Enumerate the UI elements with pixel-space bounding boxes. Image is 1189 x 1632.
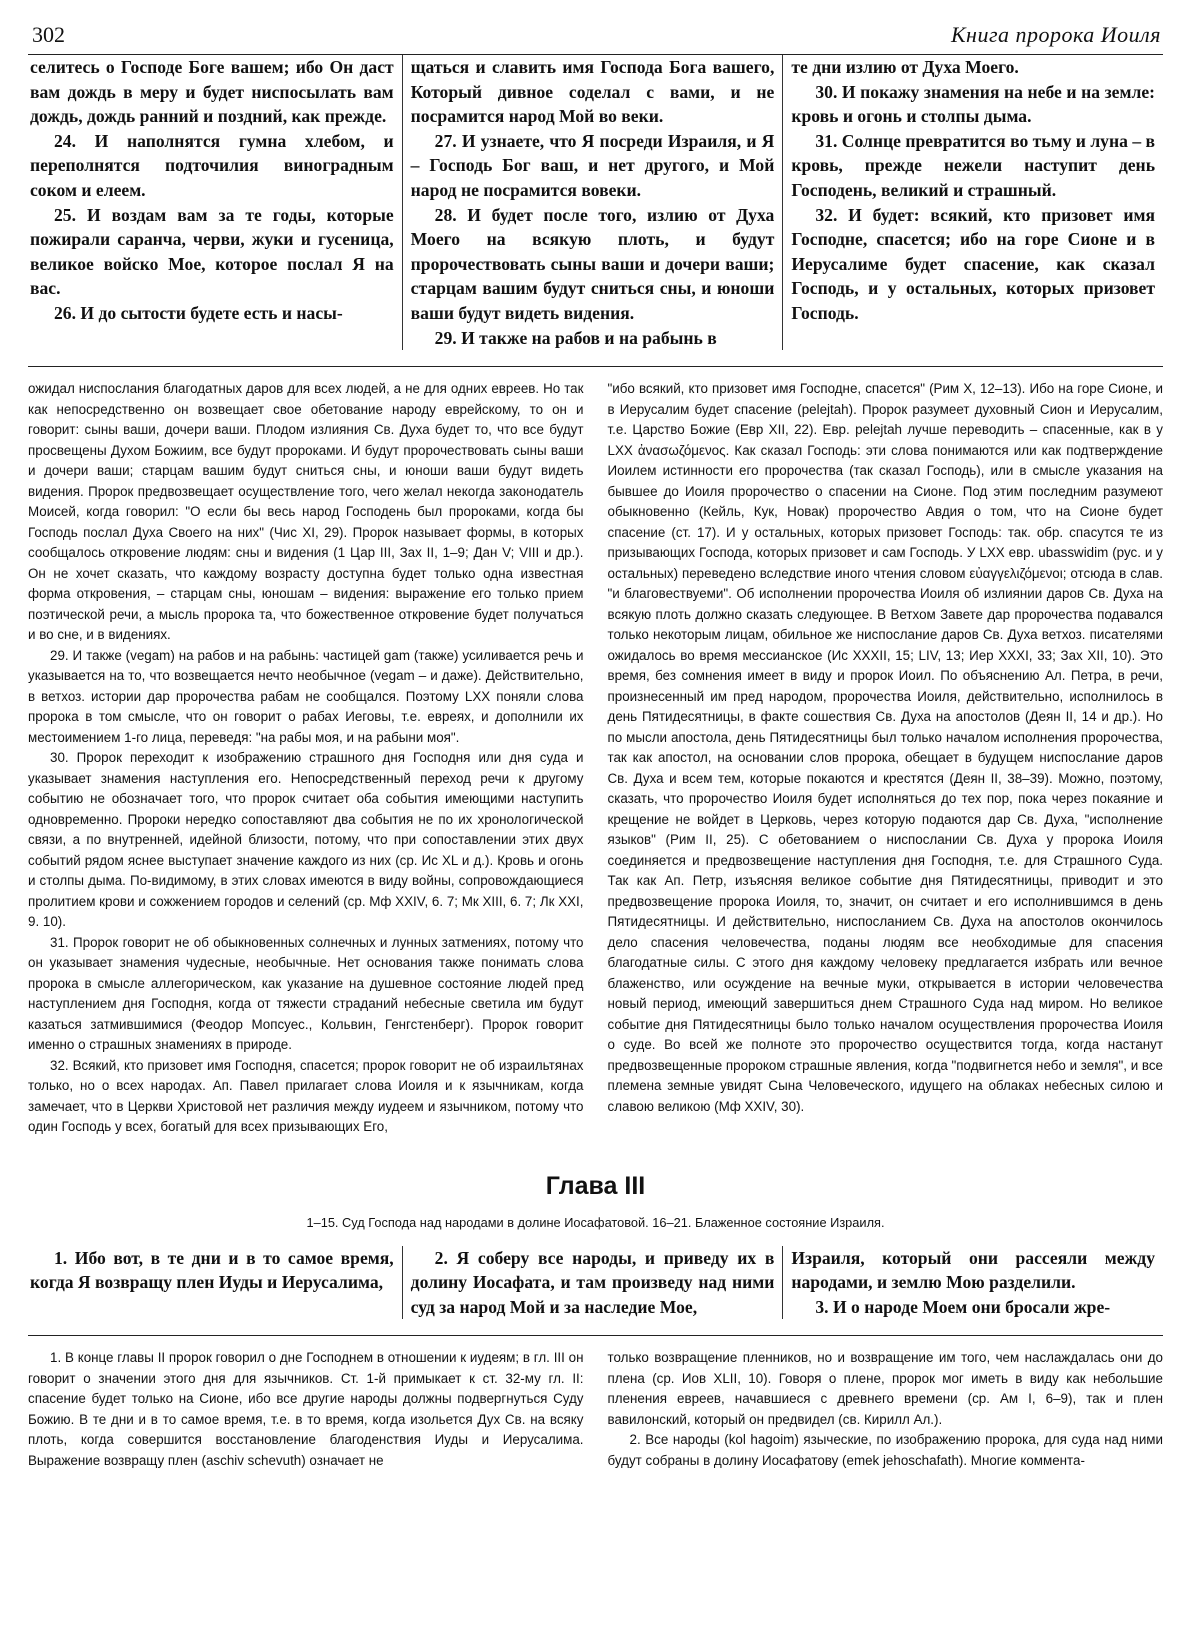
commentary-paragraph: 2. Все народы (kol hagoim) языческие, по изображению пророка, для суда над ними будут собраны в долину Иосафатову (emek jehoschafath). Многие коммента-	[607, 1432, 1163, 1468]
commentary-column-right	[608, 1348, 1164, 1471]
commentary-column-left	[28, 379, 584, 1138]
page	[28, 14, 1163, 1471]
verse-text: 2. Я соберу все народы, и приведу их в долину Иосафата, и там произведу над ними суд за народ Мой и за наследие Мое,	[410, 1247, 775, 1317]
running-title: Книга пророка Иоиля	[950, 22, 1161, 47]
verse-text: 1. Ибо вот, в те дни и в то самое время, когда Я возвращу плен Иуды и Иерусалима,	[30, 1247, 394, 1293]
chapter-title: Глава III	[545, 1171, 646, 1200]
commentary-top	[28, 379, 1163, 1138]
scripture-column	[402, 1246, 783, 1320]
section-divider	[28, 1335, 1163, 1336]
verse-text: 3. И о народе Моем они бросали жре-	[815, 1296, 1111, 1317]
scripture-column	[28, 55, 402, 350]
commentary-paragraph: "ибо всякий, кто призовет имя Господне, спасется" (Рим X, 12–13). Ибо на горе Сионе, и в Иерусалим будет спасение (pelejtah). Пророк разумеет духовный Сион и Иерусалим, т.е. Царство Божие (Евр XII, 22). Евр. pelejtah лучше переводить – спасенные, как в у LXX ἀνασωζόμενος. Как сказал Господь: эти слова понимаются или как подтверждение Иоилем истинности его пророчества (так сказал Господь), или в смысле указания на бывшее до Иоиля пророчество о спасении на Сионе. Под этим последним разумеют обыкновенно (Кейль, Кук, Новак) пророчество Авдия о том, что на Сионе будет спасение (ст. 17). И у остальных, которых призовет Господь: так. обр. спасутся те из призывающих Господа, которых призовет и сам Господь. У LXX евр. ubasswidim (рус. и у остальных) переведено вследствие иного чтения словом εὐαγγελιζόμενοι; отсюда в слав. "и благовествуеми". Об исполнении пророчества Иоиля об излиянии даров Св. Духа на всякую плоть должно сказать следующее. В Ветхом Завете дар пророчества подавался только некоторым лицам, обильное же ниспослание даров Св. Духа ветхоз. писателями ожидалось во время мессианское (Ис XXXII, 15; LIV, 13; Иер XXXI, 33; Зах XII, 10). Это время, без сомнения имеет в виду и пророк Иоил. По объяснению Ал. Петра, в речи, произнесенный им пред народом, пророчества Иоиля, действительно, исполнилось в день Пятидесятницы, в факте сошествия Св. Духа на апостолов (Деян II, 14 и др.). Но по мысли апостола, день Пятидесятницы был только началом исполнения пророчества, так как апостол, на основании слов пророка, обещает в будущем ниспослание даров Св. Духа и всем тем, которые покаются и крестятся (Деян II, 38–39). Можно, поэтому, сказать, что пророчество Иоиля будет исполняться до тех пор, пока через покаяние и крещение не войдет в Церковь, через которую подаются дар Св. Духа, "исполнение языков" (Рим II, 25). С обетованием о ниспослании Св. Духа у пророка Иоиля соединяется и предвозвещение наступления дня Господня, т.е. для Страшного Суда. Так как Ап. Петр, изъясняя великое событие дня Пятидесятницы, приводит и это предвозвещение пророка Иоиля, то, значит, он считает и его исполнившимся в день Пятидесятницы. И действительно, ниспосланием Св. Духа на апостолов окончилось дело спасения человечества, поданы людям все необходимые для спасения благодатные силы. С этого дня каждому человеку предлагается избрать или вечное блаженство, или осуждение на вечные муки, открывается в истории человечества новый период, имеющий завершиться днем Страшного Суда над миром. Но великое событие дня Пятидесятницы было только началом осуществления пророчества Иоиля о суде. Во всей же полноте это пророчество осуществится тогда, когда настанут предвозвещенные пророком страшные явления, когда "подвигнется небо и земля", и все племена земные увидят Сына Человеческого, идущего на облаках небесных силою и славою великою (Мф XXIV, 30).	[607, 381, 1163, 1114]
commentary-paragraph: 29. И также (vegam) на рабов и на рабынь: частицей gam (также) усиливается речь и указывается на то, что возвещается нечто необычное (vegam – и даже). Действительно, в ветхоз. истории дар пророчества рабам не сообщался. Поэтому LXX поняли слова пророка в том смысле, что он говорит о рабах Иеговы, т.е. евреях, и дополнили их местоимением 1-го лица, переведя: "на рабы моя, и на рабыни моя".	[28, 647, 584, 745]
commentary-column-right	[608, 379, 1164, 1138]
scripture-column	[402, 55, 783, 350]
verse-text: 24. И наполнятся гумна хлебом, и переполнятся подточилия виноградным соком и елеем.	[30, 130, 394, 200]
verse-text: 31. Солнце превратится во тьму и луна – в кровь, прежде нежели наступит день Господень, великий и страшный.	[791, 130, 1156, 200]
scripture-bottom	[28, 1246, 1163, 1320]
commentary-paragraph: 1. В конце главы II пророк говорил о дне Господнем в отношении к иудеям; в гл. III он говорит о значении этого дня для язычников. Ст. 1-й примыкает к ст. 32-му гл. II: спасение будет только на Сионе, ибо все другие народы должны подвергнуться Суду Божию. В те дни и в то самое время, т.е. в то время, когда изольется Дух Св. на всяку плоть, когда совершится восстановление благоденствия Иуды и Иерусалима. Выражение возвращу плен (aschiv schevuth) означает не	[28, 1350, 584, 1468]
commentary-column-left	[28, 1348, 584, 1471]
commentary-bottom	[28, 1348, 1163, 1471]
verse-text: 32. И будет: всякий, кто призовет имя Господне, спасется; ибо на горе Сионе и в Иерусалиме будет спасение, как сказал Господь, и у остальных, которых призовет Господь.	[791, 204, 1156, 323]
commentary-paragraph: только возвращение пленников, но и возвращение им того, чем наслаждалась они до плена (ср. Иов XLII, 10). Говоря о плене, пророк мог иметь в виду как небольшие пленения евреев, начавшиеся с древнего времени (ср. Ам I, 6–9), так и плен вавилонский, который он предвидел (св. Кирилл Ал.).	[607, 1350, 1163, 1427]
verse-text: 25. И воздам вам за те годы, которые пожирали саранча, черви, жуки и гусеница, великое войско Мое, которое послал Я на вас.	[30, 204, 394, 299]
commentary-paragraph: ожидал ниспослания благодатных даров для всех людей, а не для одних евреев. Но так как непосредственно он возвещает свое обетование народу еврейскому, то он и говорит: сыны ваши, дочери ваши. Плодом излияния Св. Духа будет то, что все будут просвещены Духом Божиим, все будут пророками. И будут пророчествовать сыны ваши и дочери ваши; старцам вашим будут сниться сны, и юноши ваши будут видеть видения. Пророк предвозвещает осуществление того, чего желал некогда законодатель Моисей, когда говорил: "О если бы весь народ Господень был пророками, когда бы Господь послал Духа Своего на них" (Чис XI, 29). Пророк называет формы, в которых сообщалось откровение людям: сны и видения (1 Цар III, Зах II, 1–9; Дан V; VIII и др.). Он не хочет сказать, что каждому возрасту доступна будет только одна известная форма откровения, – старцам сны, юношам – видения: выражение его только прием поэтической речи, а мысль пророка та, что божественное откровение будет получаться и во сне, и в видениях.	[28, 381, 584, 643]
scripture-column	[782, 1246, 1163, 1320]
verse-text: 30. И покажу знамения на небе и на земле: кровь и огонь и столпы дыма.	[791, 81, 1156, 127]
verse-text: селитесь о Господе Боге вашем; ибо Он даст вам дождь в меру и будет ниспосылать вам дождь, дождь ранний и поздний, как прежде.	[30, 57, 394, 127]
chapter-summary: 1–15. Суд Господа над народами в долине Иосафатовой. 16–21. Блаженное состояние Израиля.	[306, 1214, 885, 1230]
commentary-paragraph: 31. Пророк говорит не об обыкновенных солнечных и лунных затмениях, потому что он указывает знамения чудесные, необычные. Нет основания также понимать слова пророка в смысле аллегорическом, как указание на душевное состояние людей пред наступлением дня Господня, когда от тяжести страданий небесные светила им будут казаться затмившимися (Феодор Мопсуес., Кольвин, Генгстенберг). Пророк говорит именно о страшных знамениях в природе.	[28, 934, 584, 1053]
scripture-column	[28, 1246, 402, 1320]
page-number: 302	[32, 22, 65, 47]
scripture-top	[28, 55, 1163, 350]
section-divider	[28, 366, 1163, 367]
verse-text: те дни излию от Духа Моего.	[791, 57, 1019, 77]
page-header	[28, 14, 1163, 55]
verse-text: 27. И узнаете, что Я посреди Израиля, и Я – Господь Бог ваш, и нет другого, и Мой народ не посрамится вовеки.	[410, 130, 775, 200]
verse-text: щаться и славить имя Господа Бога вашего, Который дивное соделал с вами, и не посрамится народ Мой во веки.	[410, 57, 775, 127]
verse-text: Израиля, который они рассеяли между народами, и землю Мою разделили.	[791, 1247, 1156, 1293]
commentary-paragraph: 30. Пророк переходит к изображению страшного дня Господня или дня суда и указывает знамения наступления его. Непосредственный переход речи к другому событию не обозначает того, что пророк считает оба события имеющими наступить одновременно. Пророки нередко сопоставляют два события не по их хронологической связи, а по внутренней, идейной близости, потому, что при сопоставлении этих двух событий рядом яснее выступает значение каждого из них (ср. Ис XL и д.). Кровь и огонь и столпы дыма. По-видимому, в этих словах имеются в виду войны, сопровождающиеся пролитием крови и сожжением городов и селений (ср. Мф XXIV, 6. 7; Мк XIII, 6. 7; Лк XXI, 9. 10).	[28, 750, 584, 930]
scripture-column	[782, 55, 1163, 350]
verse-text: 26. И до сытости будете есть и насы-	[54, 302, 343, 323]
commentary-paragraph: 32. Всякий, кто призовет имя Господня, спасется; пророк говорит не об израильтянах только, но о всех народах. Ап. Павел прилагает слова Иоиля и к язычникам, когда замечает, что в Церкви Христовой нет различия между иудеем и язычником, потому что один Господь у всех, богатый для всех призывающих Его,	[28, 1057, 584, 1135]
verse-text: 29. И также на рабов и на рабынь в	[434, 327, 717, 348]
verse-text: 28. И будет после того, излию от Духа Моего на всякую плоть, и будут пророчествовать сыны ваши и дочери ваши; старцам вашим будут сниться сны, и юноши ваши будут видеть видения.	[410, 204, 775, 323]
